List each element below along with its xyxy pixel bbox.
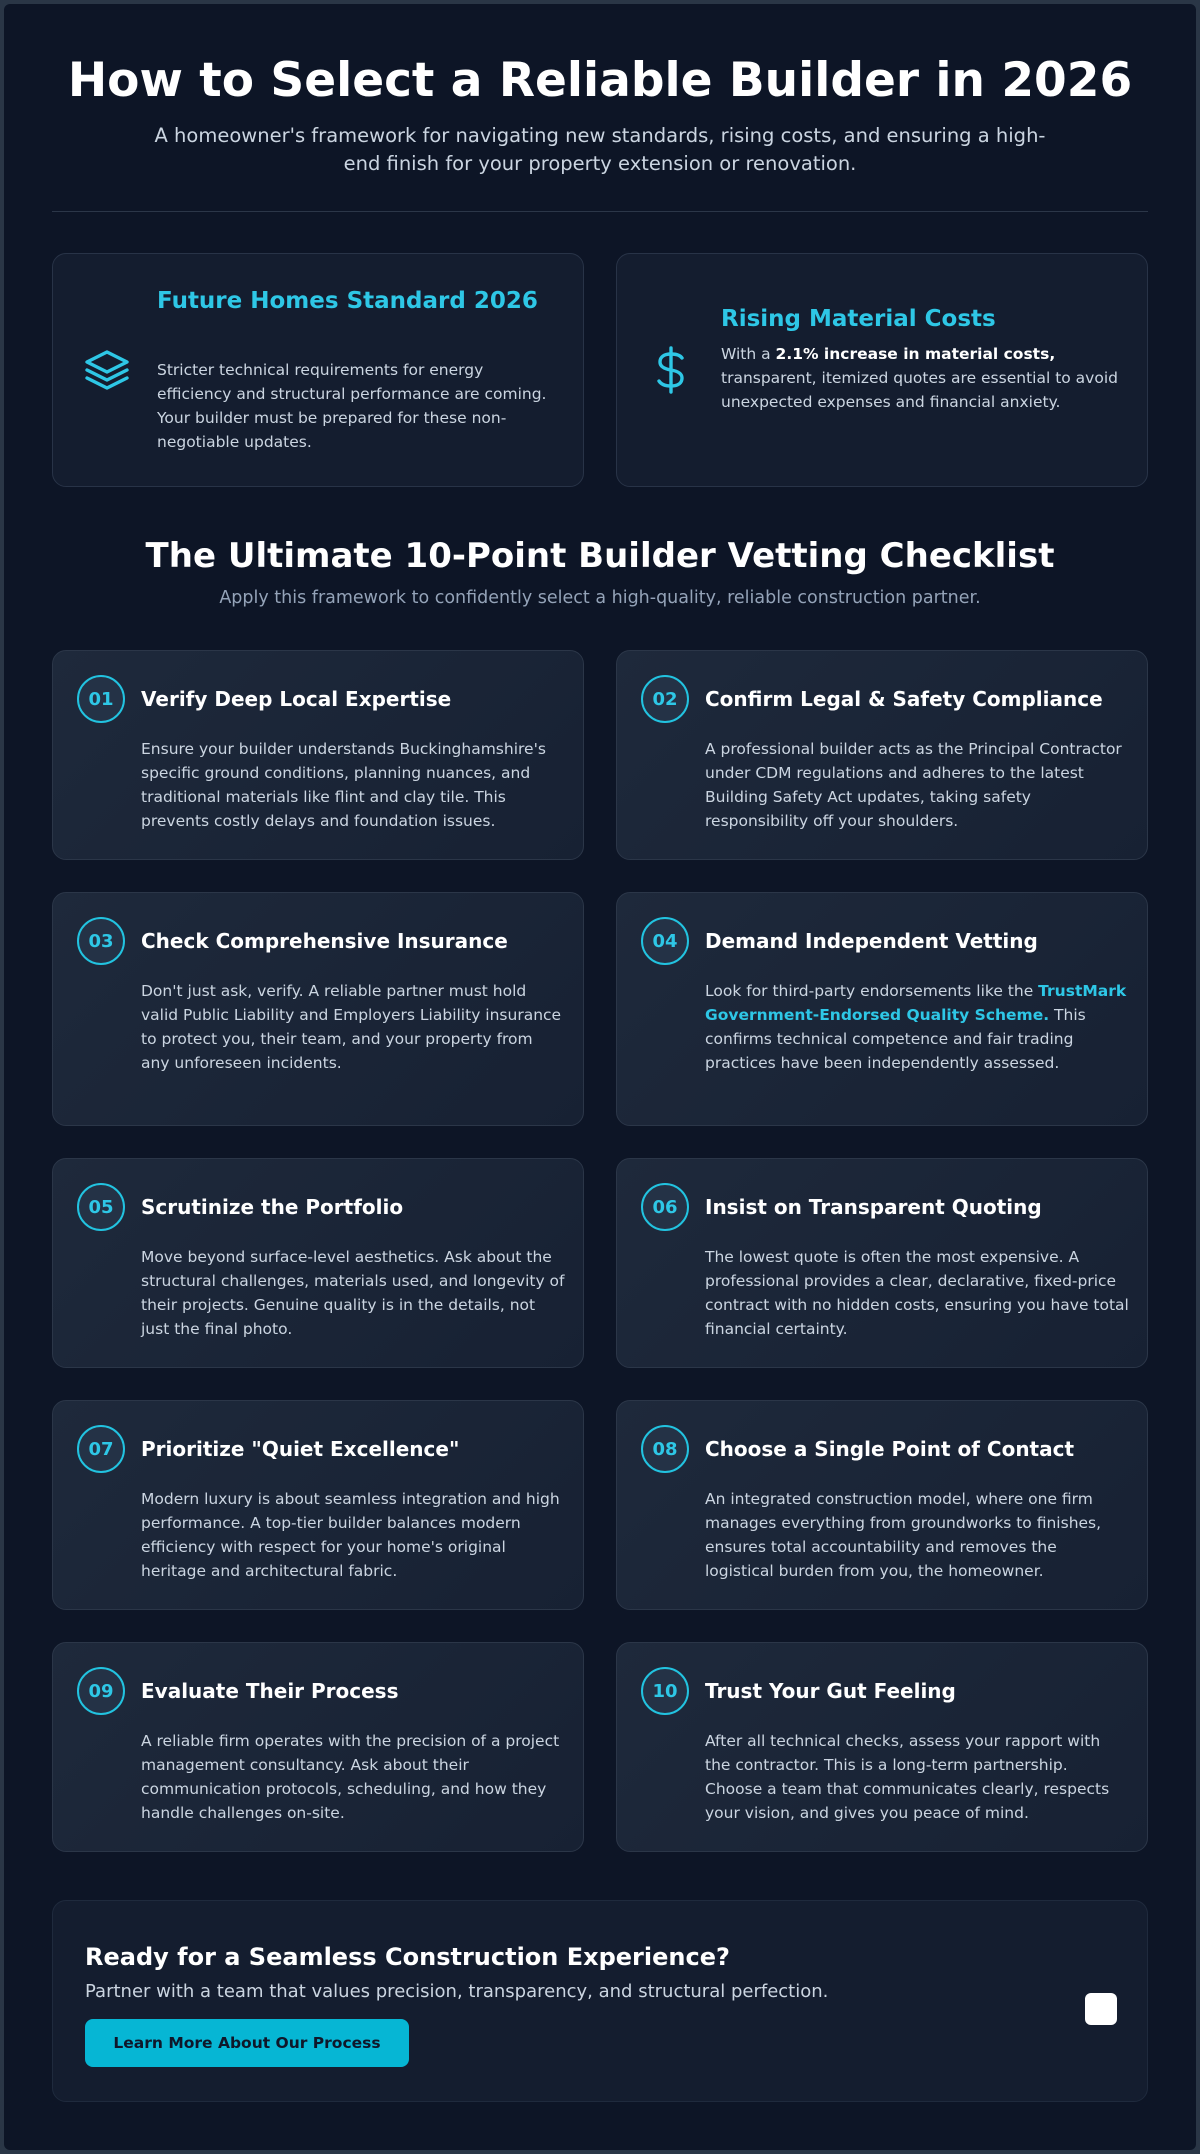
header-divider bbox=[52, 211, 1148, 212]
step-title: Scrutinize the Portfolio bbox=[141, 1195, 404, 1219]
infographic-page bbox=[4, 4, 1196, 2150]
checklist-item bbox=[52, 892, 584, 1126]
info-card-title: Rising Material Costs bbox=[721, 306, 996, 332]
step-description: The lowest quote is often the most expensive. A professional provides a clear, declarative, fixed-price contract with no hidden costs, ensuring you have total financial certainty. bbox=[705, 1248, 1129, 1338]
learn-more-button[interactable]: Learn More About Our Process bbox=[85, 2019, 409, 2067]
info-card-text: Stricter technical requirements for energy efficiency and structural performance are coming. Your builder must be prepared for these non-negotiable updates. bbox=[157, 361, 547, 451]
step-number: 02 bbox=[641, 675, 689, 723]
step-title: Verify Deep Local Expertise bbox=[141, 687, 452, 711]
step-title: Choose a Single Point of Contact bbox=[705, 1437, 1075, 1461]
checklist-subtitle: Apply this framework to confidently select a high-quality, reliable construction partner. bbox=[219, 588, 981, 608]
step-number: 10 bbox=[641, 1667, 689, 1715]
checklist-item bbox=[616, 1158, 1148, 1368]
step-title: Insist on Transparent Quoting bbox=[705, 1195, 1042, 1219]
info-card-future-homes bbox=[52, 253, 584, 487]
info-text-pre: With a bbox=[721, 345, 776, 363]
step-title: Check Comprehensive Insurance bbox=[141, 929, 508, 953]
step-title: Evaluate Their Process bbox=[141, 1679, 399, 1703]
checklist-item bbox=[616, 1400, 1148, 1610]
step-number: 06 bbox=[641, 1183, 689, 1231]
trustmark-highlight: TrustMark Government-Endorsed Quality Scheme. bbox=[705, 982, 1127, 1024]
step-number: 01 bbox=[77, 675, 125, 723]
checklist-title: The Ultimate 10-Point Builder Vetting Checklist bbox=[145, 536, 1055, 576]
dollar-icon bbox=[647, 346, 695, 394]
step-description: A reliable firm operates with the precision of a project management consultancy. Ask about their communication protocols, scheduling, and how they handle challenges on-site. bbox=[141, 1732, 560, 1822]
chat-widget-button[interactable] bbox=[1085, 1993, 1117, 2025]
cta-title: Ready for a Seamless Construction Experience? bbox=[85, 1943, 730, 1971]
step-title: Demand Independent Vetting bbox=[705, 929, 1038, 953]
checklist-item bbox=[52, 1642, 584, 1852]
step-desc-pre: Look for third-party endorsements like the bbox=[705, 982, 1039, 1000]
info-card-title: Future Homes Standard 2026 bbox=[157, 288, 538, 314]
page-header bbox=[4, 52, 1196, 178]
step-number: 03 bbox=[77, 917, 125, 965]
layers-icon bbox=[83, 346, 131, 394]
checklist-item bbox=[616, 650, 1148, 860]
step-description: An integrated construction model, where one firm manages everything from groundworks to finishes, ensures total accountability and removes the logistical burden from you, the homeowner. bbox=[705, 1490, 1102, 1580]
step-description: Modern luxury is about seamless integration and high performance. A top-tier builder balances modern efficiency with respect for your home's original heritage and architectural fabric. bbox=[141, 1490, 560, 1580]
info-text-post: transparent, itemized quotes are essential to avoid unexpected expenses and financial anxiety. bbox=[721, 369, 1118, 411]
checklist-header bbox=[4, 534, 1196, 610]
step-desc-post: This confirms technical competence and fair trading practices have been independently assessed. bbox=[705, 1006, 1086, 1072]
step-description: Move beyond surface-level aesthetics. Ask about the structural challenges, materials used, and longevity of their projects. Genuine quality is in the details, not just the final photo. bbox=[141, 1248, 565, 1338]
info-card-material-costs bbox=[616, 253, 1148, 487]
checklist-item bbox=[52, 650, 584, 860]
step-description: A professional builder acts as the Principal Contractor under CDM regulations and adheres to the latest Building Safety Act updates, taking safety responsibility off your shoulders. bbox=[705, 740, 1122, 830]
cta-subtitle: Partner with a team that values precision, transparency, and structural perfection. bbox=[85, 1981, 829, 2002]
cta-section bbox=[52, 1900, 1148, 2102]
step-number: 09 bbox=[77, 1667, 125, 1715]
step-number: 07 bbox=[77, 1425, 125, 1473]
step-title: Prioritize "Quiet Excellence" bbox=[141, 1437, 460, 1461]
page-title: How to Select a Reliable Builder in 2026 bbox=[67, 53, 1133, 108]
step-title: Confirm Legal & Safety Compliance bbox=[705, 687, 1103, 711]
checklist-item bbox=[616, 1642, 1148, 1852]
step-title: Trust Your Gut Feeling bbox=[705, 1679, 956, 1703]
step-number: 08 bbox=[641, 1425, 689, 1473]
step-number: 05 bbox=[77, 1183, 125, 1231]
step-description: Ensure your builder understands Buckinghamshire's specific ground conditions, planning nuances, and traditional materials like flint and clay tile. This prevents costly delays and foundation issues. bbox=[141, 740, 546, 830]
step-description: After all technical checks, assess your rapport with the contractor. This is a long-term partnership. Choose a team that communicates clearly, respects your vision, and gives you peace of mind. bbox=[705, 1732, 1110, 1822]
step-number: 04 bbox=[641, 917, 689, 965]
checklist-item bbox=[616, 892, 1148, 1126]
info-card-text bbox=[721, 342, 1121, 414]
checklist-item bbox=[52, 1400, 584, 1610]
step-description bbox=[705, 979, 1129, 1075]
step-description: Don't just ask, verify. A reliable partner must hold valid Public Liability and Employers Liability insurance to protect you, their team, and your property from any unforeseen incidents. bbox=[141, 982, 562, 1072]
cost-increase-highlight: 2.1% increase in material costs, bbox=[775, 345, 1056, 363]
checklist-item bbox=[52, 1158, 584, 1368]
page-subtitle: A homeowner's framework for navigating new standards, rising costs, and ensuring a high-end finish for your property extension or renovation. bbox=[154, 124, 1046, 175]
